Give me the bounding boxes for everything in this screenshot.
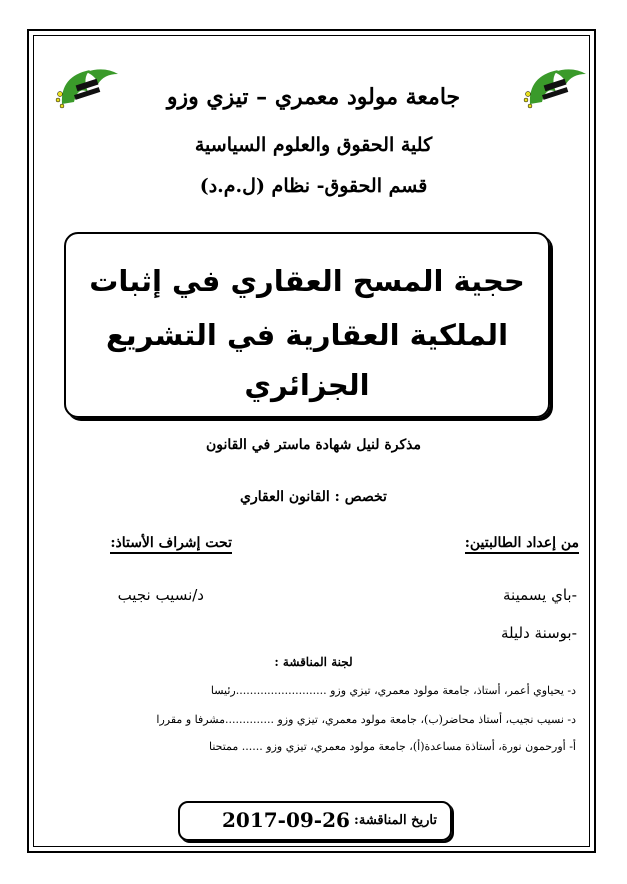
university-name: جامعة مولود معمري – تيزي وزو bbox=[166, 84, 461, 110]
supervisor-name: د/نسيب نجيب bbox=[117, 586, 204, 604]
thesis-title-line-1: حجية المسح العقاري في إثبات bbox=[89, 264, 525, 298]
committee-member: د- يحياوي أعمر، أستاذ، جامعة مولود معمري، تيزي وزو ..........................رئيسا bbox=[210, 684, 576, 697]
defense-date-label: تاريخ المناقشة: bbox=[354, 813, 437, 828]
department-name: قسم الحقوق- نظام (ل.م.د) bbox=[199, 175, 428, 197]
committee-member: د- نسيب نجيب، أستاذ محاضر(ب)، جامعة مولود معمري، تيزي وزو ..............مشرفا و مقررا bbox=[156, 713, 576, 726]
degree-statement: مذكرة لنيل شهادة ماستر في القانون bbox=[206, 437, 421, 453]
supervised-by-label: تحت إشراف الأستاذ: bbox=[110, 535, 232, 554]
committee-title: لجنة المناقشة : bbox=[274, 655, 353, 669]
prepared-by-label: من إعداد الطالبتين: bbox=[465, 535, 579, 554]
thesis-title-line-2: الملكية العقارية في التشريع bbox=[105, 318, 509, 352]
student-name: -بوسنة دليلة bbox=[500, 624, 577, 642]
faculty-name: كلية الحقوق والعلوم السياسية bbox=[194, 134, 433, 156]
defense-date-value: 2017-09-26 bbox=[222, 808, 350, 832]
thesis-title-line-3: الجزائري bbox=[244, 368, 370, 402]
committee-member: أ- أورحمون نورة، أستاذة مساعدة(أ)، جامعة مولود معمري، تيزي وزو ...... ممتحنا bbox=[208, 740, 576, 753]
student-name: -باي يسمينة bbox=[503, 586, 577, 604]
specialty: تخصص : القانون العقاري bbox=[240, 489, 387, 505]
